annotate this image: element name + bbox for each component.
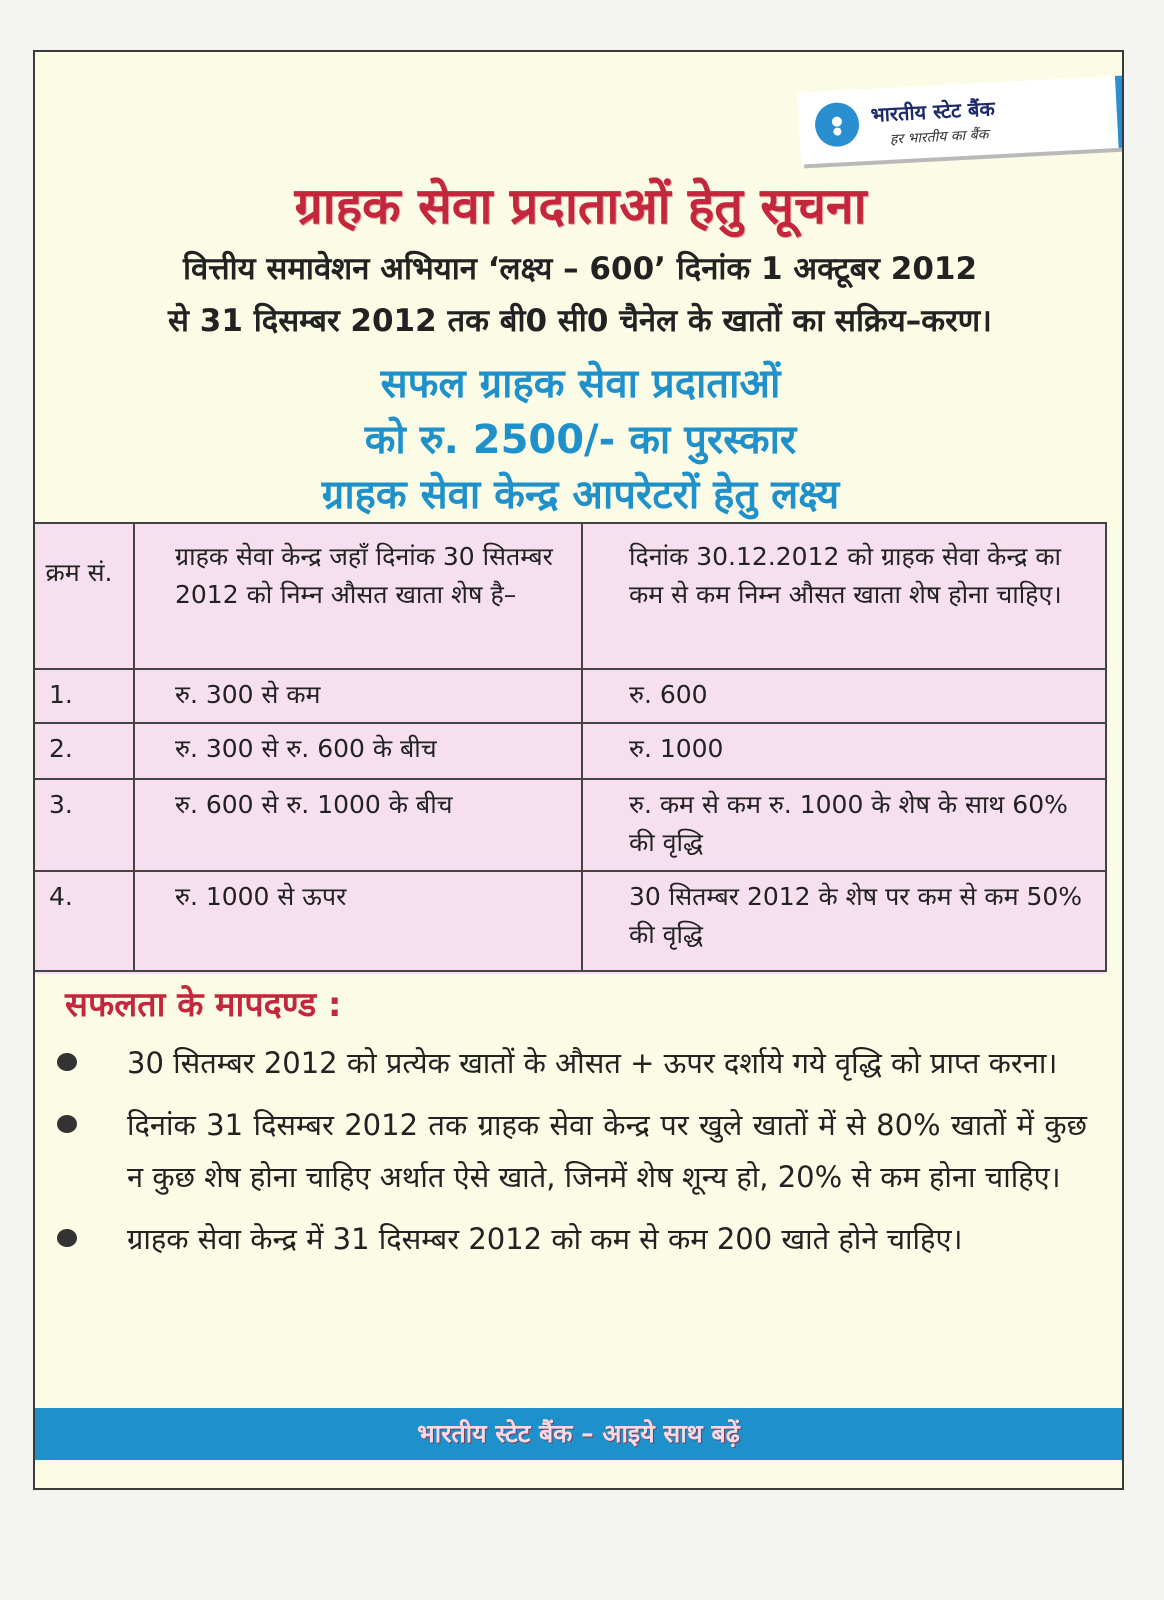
notice-sheet [33, 50, 1124, 1490]
criteria-list [57, 1037, 1087, 1275]
criteria-heading: सफलता के मापदण्ड : [65, 985, 342, 1025]
table-row [34, 723, 1106, 779]
row-serial: 3. [34, 779, 134, 871]
footer-banner: भारतीय स्टेट बैंक – आइये साथ बढ़ें [35, 1408, 1122, 1460]
table-header-row [34, 523, 1106, 669]
row-current: रु. 300 से रु. 600 के बीच [134, 723, 582, 779]
row-target: रु. कम से कम रु. 1000 के शेष के साथ 60% की वृद्धि [582, 779, 1106, 871]
highlight-line-2: को रु. 2500/- का पुरस्कार [364, 417, 797, 463]
header-serial: क्रम सं. [34, 523, 134, 669]
subtitle-line-1: वित्तीय समावेशन अभियान ‘लक्ष्य – 600’ दिनांक 1 अक्टूबर 2012 [182, 251, 978, 287]
bullet-icon [57, 1053, 77, 1071]
criteria-text: दिनांक 31 दिसम्बर 2012 तक ग्राहक सेवा केन्द्र पर खुले खातों में से 80% खातों में कुछ न कुछ शेष होना चाहिए अर्थात ऐसे खाते, जिनमें शेष शून्य हो, 20% से कम होना चाहिए। [127, 1108, 1087, 1194]
list-item [57, 1099, 1087, 1203]
target-table [33, 522, 1105, 974]
list-item [57, 1213, 1087, 1265]
bullet-icon [57, 1115, 77, 1133]
row-current: रु. 1000 से ऊपर [134, 871, 582, 971]
bullet-icon [57, 1229, 77, 1247]
logo-name: भारतीय स्टेट बैंक [869, 96, 996, 127]
row-target: रु. 600 [582, 669, 1106, 723]
highlight-line-3: ग्राहक सेवा केन्द्र आपरेटरों हेतु लक्ष्य [321, 472, 840, 518]
header-target-balance: दिनांक 30.12.2012 को ग्राहक सेवा केन्द्र का कम से कम निम्न औसत खाता शेष होना चाहिए। [582, 523, 1106, 669]
row-serial: 2. [34, 723, 134, 779]
list-item [57, 1037, 1087, 1089]
row-current: रु. 600 से रु. 1000 के बीच [134, 779, 582, 871]
table-row [34, 779, 1106, 871]
highlight-line-1: सफल ग्राहक सेवा प्रदाताओं [380, 361, 781, 407]
table-row [34, 871, 1106, 971]
criteria-text: ग्राहक सेवा केन्द्र में 31 दिसम्बर 2012 को कम से कम 200 खाते होने चाहिए। [127, 1222, 963, 1256]
row-serial: 4. [34, 871, 134, 971]
row-current: रु. 300 से कम [134, 669, 582, 723]
header-current-balance: ग्राहक सेवा केन्द्र जहाँ दिनांक 30 सितम्बर 2012 को निम्न औसत खाता शेष है– [134, 523, 582, 669]
subtitle-line-2: से 31 दिसम्बर 2012 तक बी0 सी0 चैनेल के खातों का सक्रिय–करण। [168, 303, 992, 339]
sbi-logo [797, 75, 1124, 164]
row-serial: 1. [34, 669, 134, 723]
logo-tagline: हर भारतीय का बैंक [889, 126, 989, 148]
row-target: रु. 1000 [582, 723, 1106, 779]
row-target: 30 सितम्बर 2012 के शेष पर कम से कम 50% की वृद्धि [582, 871, 1106, 971]
notice-title: ग्राहक सेवा प्रदाताओं हेतु सूचना [294, 177, 867, 235]
criteria-text: 30 सितम्बर 2012 को प्रत्येक खातों के औसत + ऊपर दर्शाये गये वृद्धि को प्राप्त करना। [127, 1046, 1058, 1080]
sbi-logo-icon [814, 101, 860, 147]
table-row [34, 669, 1106, 723]
